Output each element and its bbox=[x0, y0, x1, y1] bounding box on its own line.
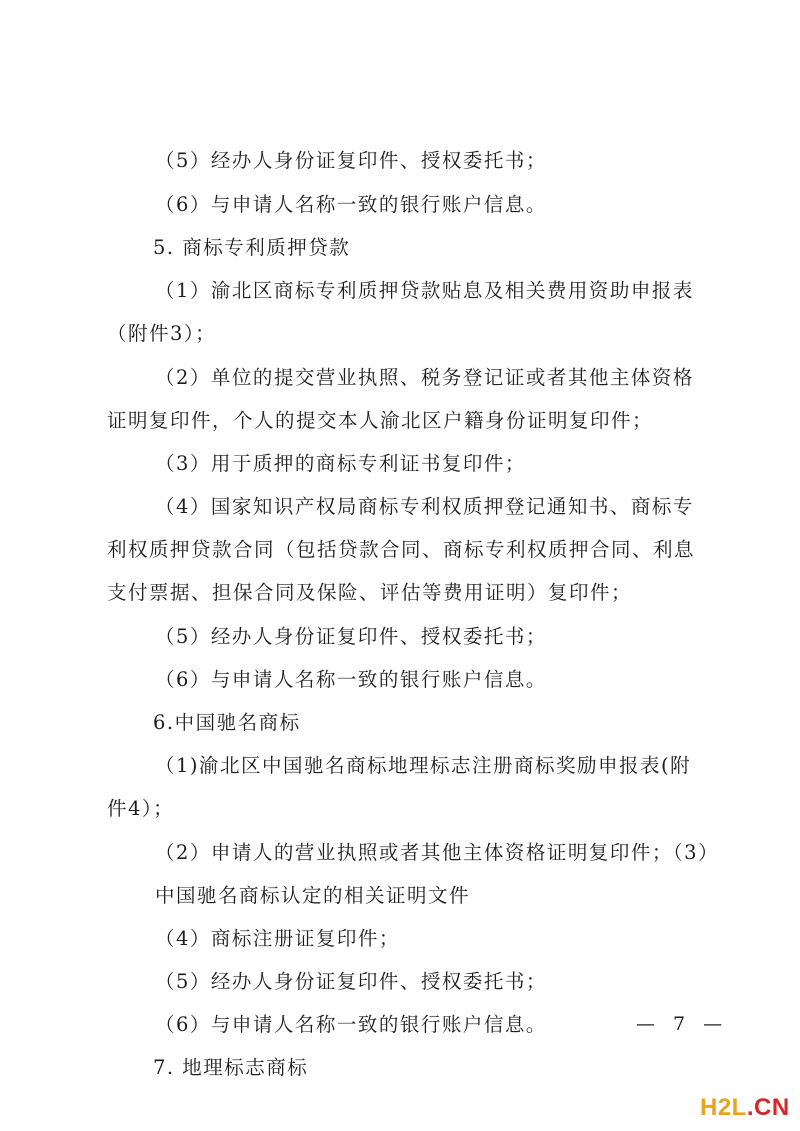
text-line: （4）国家知识产权局商标专利权质押登记通知书、商标专 bbox=[155, 495, 694, 518]
text-line: （1)渝北区中国驰名商标地理标志注册商标奖励申报表(附 bbox=[155, 754, 692, 777]
text-line: 中国驰名商标认定的相关证明文件 bbox=[155, 884, 471, 907]
text-line: （附件3）； bbox=[107, 322, 217, 345]
section-heading: 5. 商标专利质押贷款 bbox=[153, 236, 351, 259]
page-number: — 7 — bbox=[636, 1013, 729, 1035]
text-line: （5）经办人身份证复印件、授权委托书； bbox=[155, 625, 547, 648]
text-line: 证明复印件，个人的提交本人渝北区户籍身份证明复印件； bbox=[107, 409, 654, 432]
text-line: （5）经办人身份证复印件、授权委托书； bbox=[155, 970, 547, 993]
text-line: （6）与申请人名称一致的银行账户信息。 bbox=[155, 1013, 547, 1036]
text-line: （6）与申请人名称一致的银行账户信息。 bbox=[155, 193, 547, 216]
text-line: （3）用于质押的商标专利证书复印件； bbox=[155, 452, 526, 475]
text-line: （4）商标注册证复印件； bbox=[155, 927, 400, 950]
section-heading: 7. 地理标志商标 bbox=[153, 1056, 309, 1079]
text-line: （2）申请人的营业执照或者其他主体资格证明复印件；（3） bbox=[155, 841, 720, 864]
text-line: 件4）； bbox=[107, 797, 175, 820]
text-line: 利权质押贷款合同（包括贷款合同、商标专利权质押合同、利息 bbox=[107, 538, 696, 561]
watermark-part-a: H2L bbox=[700, 1094, 747, 1121]
watermark-logo bbox=[700, 1094, 790, 1122]
text-line: （6）与申请人名称一致的银行账户信息。 bbox=[155, 668, 547, 691]
watermark-part-b: .CN bbox=[746, 1094, 790, 1121]
section-heading: 6.中国驰名商标 bbox=[153, 711, 301, 734]
text-line: 支付票据、担保合同及保险、评估等费用证明）复印件； bbox=[107, 581, 633, 604]
text-line: （1）渝北区商标专利质押贷款贴息及相关费用资助申报表 bbox=[155, 279, 694, 302]
text-line: （2）单位的提交营业执照、税务登记证或者其他主体资格 bbox=[155, 366, 694, 389]
text-line: （5）经办人身份证复印件、授权委托书； bbox=[155, 149, 547, 172]
